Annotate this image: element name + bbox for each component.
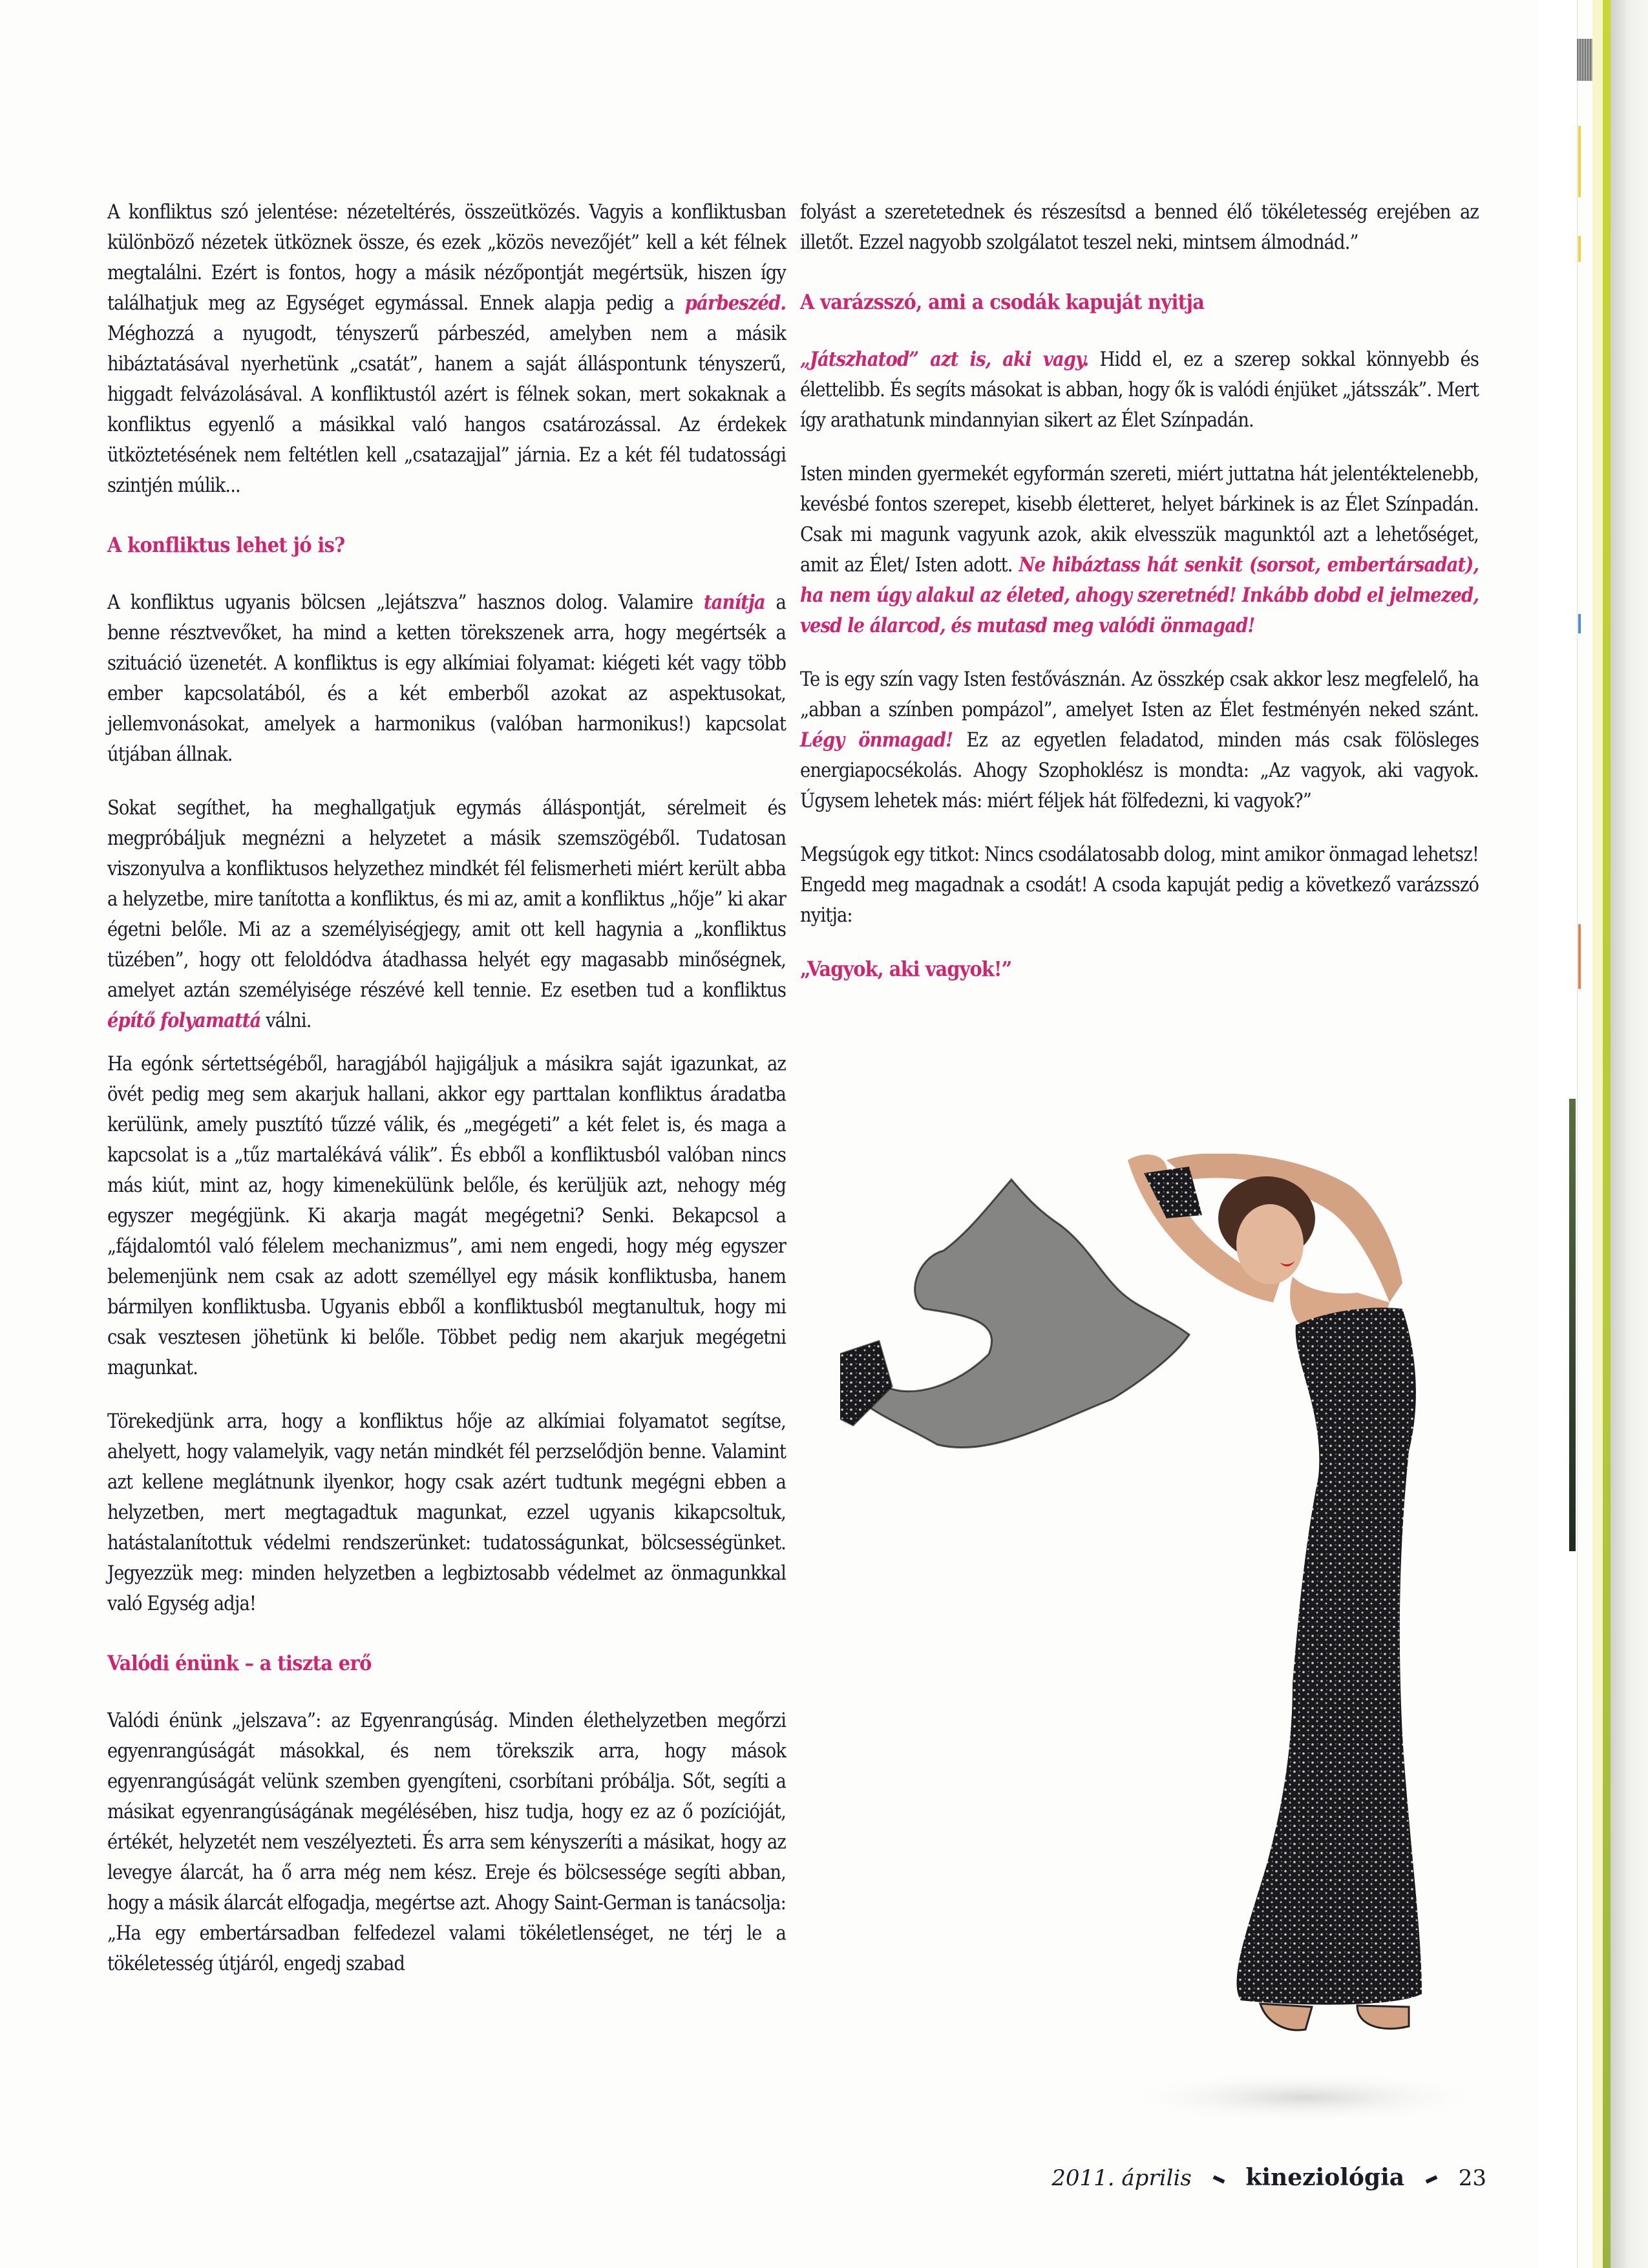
highlight-epito: építő folyamattá: [107, 1009, 261, 1032]
issue-date: 2011. április: [1051, 2165, 1192, 2191]
edge-mark: [1569, 1099, 1576, 1551]
magazine-name: kineziológia: [1245, 2164, 1405, 2191]
text: A konfliktus szó jelentése: nézeteltérés, összeütközés. Vagyis a konfliktusban különböző nézetek ütköznek össze, és ezek „közös nevezőjét” kell a két félnek megtalálni. Ezért is fontos, hogy a másik nézőpontját megértsük, hiszen így találhatjuk meg az Egységet egymással. Ennek alapja pedig a: [107, 201, 786, 315]
edge-mark: [1578, 236, 1581, 262]
text: Sokat segíthet, ha meghallgatjuk egymás álláspontját, sérelmeit és megpróbáljuk megnézni a helyzetet a másik szemszögéből. Tudatosan viszonyulva a konfliktusos helyzethez mindkét fél felismerheti miért került abba a helyzetbe, mire tanította a konfliktus, és mi az, amit a konfliktus „hője” ki akar égetni belőle. Mi az a személyiségjegy, amit ott kell hagynia a „konfliktus tüzében”, hogy ott feloldódva átadhassa helyét egy magasabb minőségnek, amelyet aztán személyisége részévé kell tennie. Ez esetben tud a konfliktus: [107, 797, 786, 1002]
text: Ez az egyetlen feladatod, minden más csak fölösleges energiapocsékolás. Ahogy Szophoklész is mondta: „Az vagyok, aki vagyok. Úgysem lehetek más: miért féljek hát fölfedezni, ki vagyok?”: [800, 729, 1479, 812]
ego-paragraph: Ha egónk sértettségéből, haragjából hajigáljuk a másikra saját igazunkat, az övét pedig meg sem akarjuk hallani, akkor egy parttalan konfliktus áradatba kerülünk, amely pusztító tűzzé válik, és „megégeti” a két felet is, és maga a kapcsolat is a „tűz martalékává válik”. És ebből a konfliktusból valóban nincs más kiút, mint az, hogy kimenekülünk belőle, és kerüljük azt, nehogy még egyszer megégjünk. Ki akarja magát megégetni? Senki. Bekapcsol a „fájdalomtól való félelem mechanizmus”, ami nem engedi, hogy még egyszer belemenjünk nem csak az adott személlyel egy másik konfliktusba, hanem bármilyen konfliktusba. Ugyanis ebből a konfliktusból megtanultuk, hogy mi csak vesztesen jöhetünk ki belőle. Többet pedig nem akarjuk megégetni magunkat.: [107, 1053, 786, 1379]
footer-separator-icon: [1425, 2175, 1437, 2183]
gown: [1237, 1308, 1422, 2004]
edge-mark: [1578, 924, 1581, 989]
face: [1236, 1204, 1304, 1284]
highlight-dont-blame: Ne hibáztass hát senkit (sorsot, embertársadat), ha nem úgy alakul az életed, ahogy szeretnéd! Inkább dobd el jelmezed, vesd le álarcod, és mutasd meg valódi önmagad!: [800, 553, 1479, 637]
text: Isten minden gyermekét egyformán szereti, miért juttatna hát jelentéktelenebb, kevésbé fontos szerepet, kisebb életteret, helyet bárkinek is az Élet Színpadán. Csak mi magunk vagyunk azok, akik elvesszük magunktól azt a lehetőséget, amit az Élet/ Isten adott.: [800, 463, 1479, 577]
highlight-be-yourself: Légy önmagad!: [800, 728, 953, 752]
highlight-parbeszed: párbeszéd.: [684, 291, 786, 315]
teach-paragraph: [107, 588, 786, 770]
edge-mark: [1578, 126, 1581, 197]
photo-woman-in-gown: [840, 1154, 1486, 2123]
page-number: 23: [1458, 2165, 1486, 2191]
text: válni.: [260, 1010, 312, 1032]
page-edge-spine: [1538, 0, 1648, 2268]
heading-magic-word: A varázsszó, ami a csodák kapuját nyitja: [800, 290, 1205, 314]
strive-paragraph: Törekedjünk arra, hogy a konfliktus hője az alkímiai folyamatot segítse, ahelyett, hogy valamelyik, vagy netán mindkét fél perzselődjön benne. Valamint azt kellene meglátnunk ilyenkor, hogy csak azért tudtunk megégni ebben a helyzetben, mert megtagadtuk magunkat, ezzel ugyanis kikapcsoltuk, hatástalanítottuk védelmi rendszerünket: tudatosságunkat, bölcsességünket. Jegyezzük meg: minden helyzetben a legbiztosabb védelmet az önmagunkkal való Egység adja!: [107, 1410, 786, 1615]
highlight-tanitja: tanítja: [703, 591, 765, 614]
continue-paragraph: folyást a szeretetednek és részesítsd a benned élő tökéletesség erejében az illetőt. Ezzel nagyobb szolgálatot teszel neki, mintsem álmodnád.”: [800, 201, 1479, 254]
edge-stack-cream: [1592, 0, 1603, 2268]
text: Hidd el, ez a szerep sokkal könnyebb és élettelibb. És segíts másokat is abban, hogy ők is valódi énjüket „játsszák”. Mert így arathatunk mindannyian sikert az Élet Színpadán.: [800, 348, 1479, 432]
heading-conflict-good: A konfliktus lehet jó is?: [107, 533, 345, 557]
text: a benne résztvevőket, ha mind a ketten törekszenek arra, hogy megértsék a szituáció üzenetét. A konfliktus is egy alkímiai folyamat: kiégeti két vagy több ember kapcsolatából, és a két emberből azokat az aspektusokat, jellemvonásokat, amelyek a harmonikus (valóban harmonikus!) kapcsolat útjában állnak.: [107, 591, 787, 766]
right-column: [800, 197, 1479, 1008]
help-paragraph: [107, 793, 786, 1036]
scarf: [840, 1180, 1189, 1448]
god-paragraph: [800, 459, 1479, 641]
floor-shadow: [1118, 2072, 1486, 2123]
edge-mark: [1578, 614, 1581, 633]
left-foot: [1260, 2004, 1312, 2030]
text: A konfliktus ugyanis bölcsen „lejátszva” hasznos dolog. Valamire: [107, 591, 704, 614]
play-paragraph: [800, 344, 1479, 436]
text: Méghozzá a nyugodt, tényszerű párbeszéd, amelyben nem a másik hibáztatásával nyerhetünk „csatát”, hanem a saját álláspontunk tényszerű, higgadt felvázolásával. A konfliktustól azért is félnek sokan, mert sokaknak a konfliktus egyenlő a másikkal való hangos csatározással. Az érdekek ütköztetésének nem feltétlen kell „csatazajjal” járnia. Ez a két fél tudatossági szintjén múlik...: [107, 323, 786, 497]
heading-true-self: Valódi énünk – a tiszta erő: [107, 1651, 372, 1675]
magic-word: „Vagyok, aki vagyok!”: [800, 957, 1012, 981]
intro-paragraph: [107, 197, 786, 501]
edge-stack-lime: [1603, 0, 1611, 2268]
footer-separator-icon: [1212, 2175, 1225, 2183]
secret-paragraph: Megsúgok egy titkot: Nincs csodálatosabb dolog, mint amikor önmagad lehetsz! Engedd meg magadnak a csodát! A csoda kapuját pedig a következő varázsszó nyitja:: [800, 843, 1479, 927]
binding-shadow: [1611, 0, 1648, 2268]
left-column: [107, 197, 786, 2002]
right-foot: [1357, 2006, 1409, 2029]
text: Te is egy szín vagy Isten festővásznán. Az összkép csak akkor lesz megfelelő, ha „abban a színben pompázol”, amelyet Isten az Élet festményén neked szánt.: [800, 668, 1479, 721]
color-paragraph: [800, 664, 1479, 816]
true-self-paragraph: Valódi énünk „jelszava”: az Egyenrangúság. Minden élethelyzetben megőrzi egyenrangúságát másokkal, és nem törekszik arra, hogy mások egyenrangúságát velünk szemben gyengíteni, csorbítani próbálja. Sőt, segíti a másikat egyenrangúságának megélésében, hisz tudja, hogy ez az ő pozícióját, értékét, helyzetét nem veszélyezteti. És arra sem kényszeríti a másikat, hogy az levegye álarcát, ha ő arra még nem kész. Ereje és bölcsessége segíti abban, hogy a másik álarcát elfogadja, megértse azt. Ahogy Saint-German is tanácsolja: „Ha egy embertársadban felfedezel valami tökéletlenséget, ne térj le a tökéletesség útjáról, engedj szabad: [107, 1710, 786, 1975]
page-footer: [1051, 2164, 1486, 2191]
highlight-jatszhatod: „Játszhatod” azt is, aki vagy.: [800, 348, 1089, 371]
